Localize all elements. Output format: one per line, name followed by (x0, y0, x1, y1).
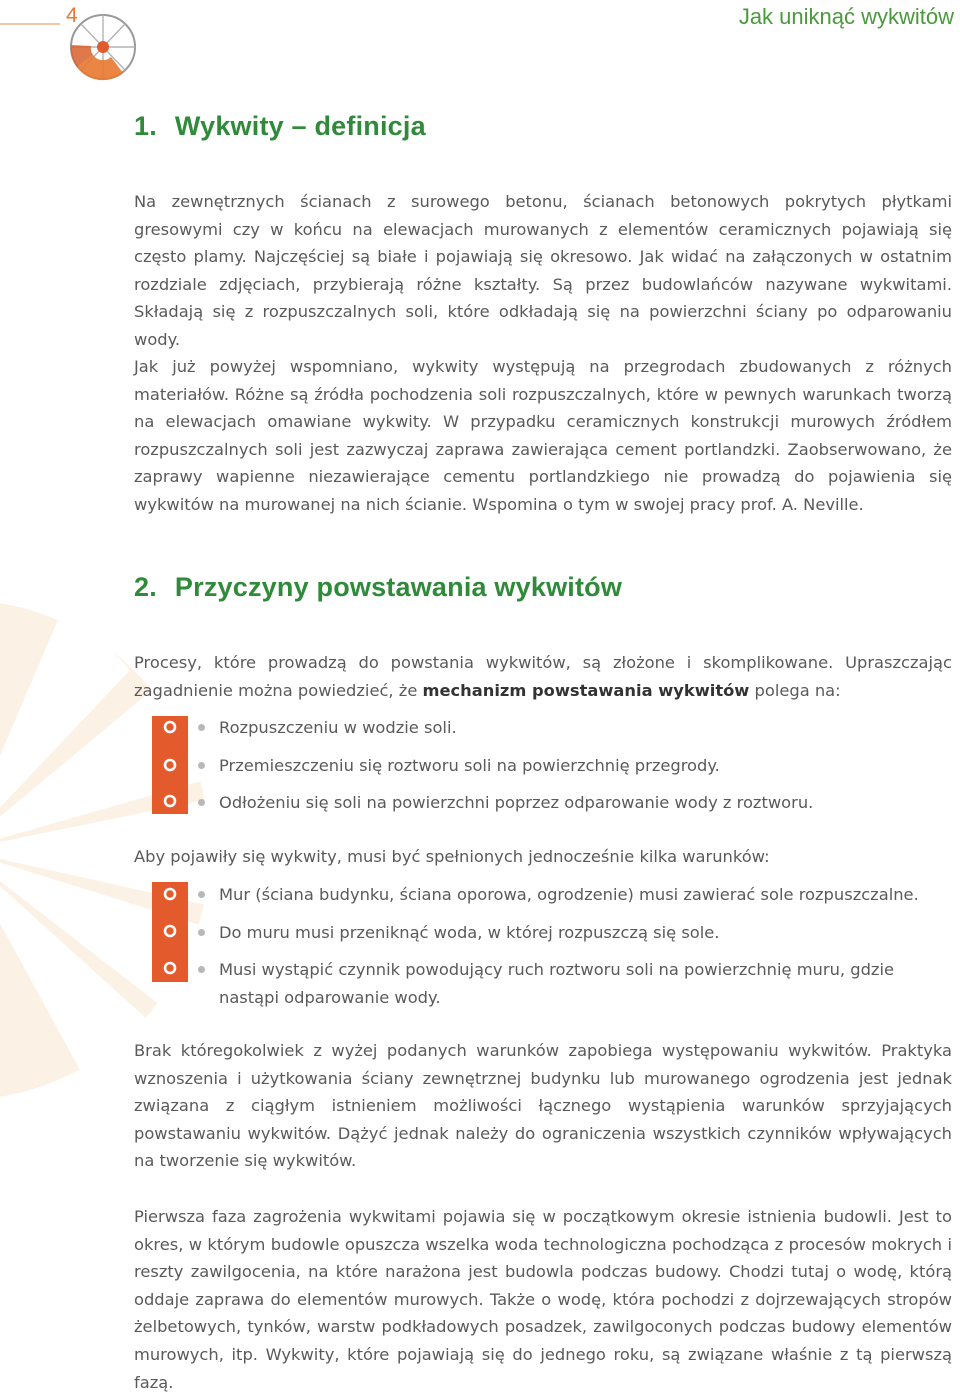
list-item-text: Mur (ściana budynku, ściana oporowa, ogrodzenie) musi zawierać sole rozpuszczalne. (219, 885, 919, 904)
list-item-text: Rozpuszczeniu w wodzie soli. (219, 718, 457, 737)
bullet-dot-icon (198, 929, 205, 936)
list-item (196, 956, 956, 1011)
section-2-paragraph-3: Brak któregokolwiek z wyżej podanych warunków zapobiega występowaniu wykwitów. Praktyka wznoszenia i użytkowania ściany zewnętrznej budynku lub murowanego ogrodzenia jest jednak związana z ciągłym istnieniem możliwości łącznego wystąpienia warunków sprzyjających powstawaniu wykwitów. Dążyć jednak należy do ograniczenia wszystkich czynników wpływających na tworzenie się wykwitów. (134, 1041, 952, 1171)
section-2-paragraph-4: Pierwsza faza zagrożenia wykwitami pojawia się w początkowym okresie istnienia budowli. Jest to okres, w którym budowle opuszcza wszelka woda technologiczna pochodząca z procesów mokrych i reszty zawilgocenia, na które narażona jest budowla podczas budowy. Chodzi tutaj o wodę, którą oddaje zaprawa do elementów murowych. Także o wodę, która pochodzi z dojrzewających stropów żelbetowych, tynków, warstw podkładowych posadzek, zawilgoconych podczas budowy elementów murowych, itp. Wykwity, które pojawiają się do jednego roku, są związane właśnie z tą pierwszą fazą. (134, 1207, 952, 1392)
section-2-number: 2. (134, 572, 157, 602)
list-item-text: Przemieszczeniu się roztworu soli na powierzchnię przegrody. (219, 755, 720, 775)
section-1-paragraph-2: Jak już powyżej wspomniano, wykwity występują na przegrodach zbudowanych z różnych materiałów. Różne są źródła pochodzenia soli rozpuszczalnych, które w pewnych warunkach tworzą na elewacjach omawiane wykwity. W przypadku ceramicznych konstrukcji murowych źródłem rozpuszczalnych soli jest zazwyczaj zaprawa zawierająca cement portlandzki. Zaobserwowano, że zaprawy wapienne niezawierające cementu portlandzkiego nie prowadzą do pojawienia się wykwitów na murowanej na nich ścianie. Wspomina o tym w swojej pracy prof. A. Neville. (134, 357, 952, 514)
bullet-strip-1 (152, 716, 188, 814)
section-2-heading (134, 572, 622, 603)
section-1-paragraph-1: Na zewnętrznych ścianach z surowego betonu, ścianach betonowych pokrytych płytkami gresowymi czy w końcu na elewacjach murowanych z elementów ceramicznych pojawiają się często plamy. Najczęściej są białe i pojawiają się okresowo. Jak widać na załączonych w ostatnim rozdziale zdjęciach, przybierają różne kształty. Są przez budowlańców nazywane wykwitami. Składają się z rozpuszczalnych soli, które odkładają się na powierzchni ściany po odparowaniu wody. (134, 192, 952, 349)
intro-text-b: polega na: (749, 680, 841, 700)
bullet-dot-icon (198, 724, 205, 731)
list-item (196, 752, 956, 780)
conditions-intro: Aby pojawiły się wykwity, musi być spełnionych jednocześnie kilka warunków: (134, 847, 770, 866)
bullet-dot-icon (198, 762, 205, 769)
conditions-list (196, 881, 956, 1011)
running-title: Jak uniknąć wykwitów (738, 4, 954, 29)
section-2-intro (134, 649, 952, 704)
list-item (196, 881, 956, 909)
section-1-title: Wykwity – definicja (174, 111, 426, 141)
intro-text-a: Procesy, które prowadzą do powstania wykwitów, są złożone i skomplikowane. Upraszczając zagadnienie można powiedzieć, że (134, 653, 952, 700)
mechanism-list (196, 714, 956, 817)
bullet-dot-icon (198, 891, 205, 898)
list-item-text: Do muru musi przeniknąć woda, w której rozpuszczą się sole. (219, 922, 720, 942)
bullet-strip-2 (152, 882, 188, 982)
list-item-text: Odłożeniu się soli na powierzchni poprzez odparowanie wody z roztworu. (219, 793, 814, 813)
section-1-heading (134, 111, 426, 142)
list-item (196, 789, 956, 817)
page-number: 4 (66, 4, 78, 27)
bullet-dot-icon (198, 799, 205, 806)
bullet-dot-icon (198, 966, 205, 973)
list-item (196, 919, 956, 947)
section-1-number: 1. (134, 111, 157, 141)
wheel-logo-icon (71, 15, 135, 80)
list-item (196, 714, 956, 742)
list-item-text: Musi wystąpić czynnik powodujący ruch roztworu soli na powierzchnię muru, gdzie nastąpi odparowanie wody. (219, 960, 894, 1007)
section-2-title: Przyczyny powstawania wykwitów (174, 572, 623, 602)
intro-bold: mechanizm powstawania wykwitów (422, 680, 750, 700)
